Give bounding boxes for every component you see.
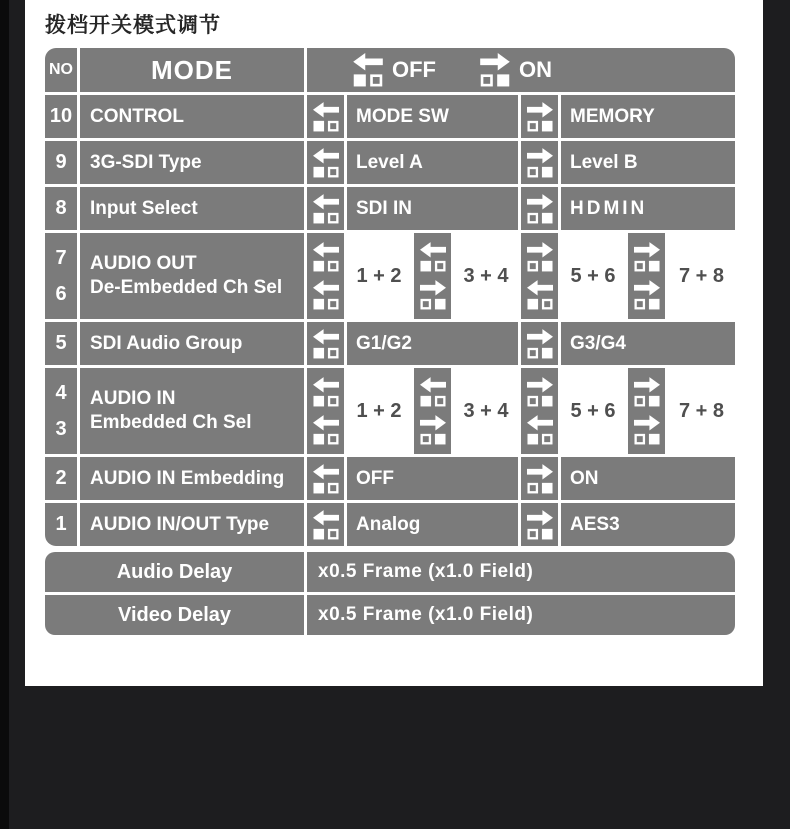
on-value: ON [561,457,735,500]
dip-switch-pair [307,368,344,454]
row-number: 1 [45,503,77,546]
col-header-no: NO [45,48,77,92]
mode-label: Input Select [80,187,304,230]
on-value: AES3 [561,503,735,546]
mode-label-line2: De-Embedded Ch Sel [90,276,283,298]
channel-option: 1 + 2 [347,233,411,319]
on-value: G3/G4 [561,322,735,365]
mode-label: SDI Audio Group [80,322,304,365]
dip-switch-left-off-icon [313,242,339,272]
dip-switch-right-on-icon [521,95,558,138]
mode-label-line2: Embedded Ch Sel [90,411,252,433]
mode-label: AUDIO IN/OUT Type [80,503,304,546]
on-value: HDMIN [561,187,735,230]
off-value: SDI IN [347,187,518,230]
row-number: 6 [55,282,67,305]
dip-switch-right-on-icon [521,503,558,546]
dip-switch-pair [521,233,558,319]
dip-switch-left-off-icon [313,280,339,310]
row-number-pair [45,233,77,319]
dip-switch-right-on-icon [521,457,558,500]
dip-switch-left-off-icon [307,141,344,184]
dip-switch-left-off-icon [313,415,339,445]
off-value: Analog [347,503,518,546]
dip-switch-right-on-icon [634,415,660,445]
col-header-mode: MODE [80,48,304,92]
dip-switch-pair [307,233,344,319]
row-number: 8 [45,187,77,230]
channel-option: 3 + 4 [454,233,518,319]
dip-switch-mode-table [45,48,735,546]
on-legend-label: ON [519,57,552,82]
delay-row-label: Video Delay [45,595,304,635]
dip-switch-left-off-icon [527,280,553,310]
dip-switch-right-on-icon [480,53,510,87]
channel-option: 5 + 6 [561,368,625,454]
dip-switch-left-off-icon [420,377,446,407]
dip-switch-right-on-icon [420,280,446,310]
dip-switch-left-off-icon [420,242,446,272]
dip-switch-right-on-icon [521,322,558,365]
dip-switch-left-off-icon [307,457,344,500]
on-value: Level B [561,141,735,184]
dip-switch-right-on-icon [634,280,660,310]
dip-switch-left-off-icon [527,415,553,445]
row-number: 2 [45,457,77,500]
channel-option: 3 + 4 [454,368,518,454]
delay-row-value: x0.5 Frame (x1.0 Field) [307,552,735,592]
dip-switch-right-on-icon [420,415,446,445]
mode-label: CONTROL [80,95,304,138]
dip-switch-right-on-icon [527,242,553,272]
off-legend-label: OFF [392,57,436,82]
dip-switch-left-off-icon [307,322,344,365]
dip-switch-left-off-icon [313,377,339,407]
page-title: 拨档开关模式调节 [45,14,221,37]
mode-label [80,368,304,454]
channel-option: 1 + 2 [347,368,411,454]
mode-label: AUDIO IN Embedding [80,457,304,500]
off-value: OFF [347,457,518,500]
on-value: MEMORY [561,95,735,138]
dip-switch-pair [628,368,665,454]
row-number: 7 [55,247,67,270]
dip-switch-left-off-icon [307,503,344,546]
dip-switch-pair [414,368,451,454]
dip-switch-left-off-icon [307,95,344,138]
row-number: 4 [55,382,67,405]
off-value: Level A [347,141,518,184]
row-number-pair [45,368,77,454]
dip-switch-pair [414,233,451,319]
col-header-states [307,48,735,92]
dip-switch-pair [628,233,665,319]
off-value: G1/G2 [347,322,518,365]
channel-option: 7 + 8 [668,368,735,454]
left-edge-shadow [0,0,9,829]
dip-switch-right-on-icon [634,377,660,407]
dip-switch-pair [521,368,558,454]
row-number: 5 [45,322,77,365]
off-value: MODE SW [347,95,518,138]
dip-switch-right-on-icon [634,242,660,272]
dip-switch-right-on-icon [527,377,553,407]
content-panel [25,0,763,686]
dip-switch-right-on-icon [521,141,558,184]
row-number: 10 [45,95,77,138]
mode-label-line1: AUDIO OUT [90,252,197,274]
delay-row-value: x0.5 Frame (x1.0 Field) [307,595,735,635]
row-number: 9 [45,141,77,184]
mode-label: 3G-SDI Type [80,141,304,184]
dip-switch-left-off-icon [353,53,383,87]
mode-label-line1: AUDIO IN [90,387,176,409]
delay-row-label: Audio Delay [45,552,304,592]
dip-switch-right-on-icon [521,187,558,230]
dip-switch-left-off-icon [307,187,344,230]
channel-option: 5 + 6 [561,233,625,319]
channel-option: 7 + 8 [668,233,735,319]
row-number: 3 [55,417,67,440]
mode-label [80,233,304,319]
delay-table [45,552,735,635]
